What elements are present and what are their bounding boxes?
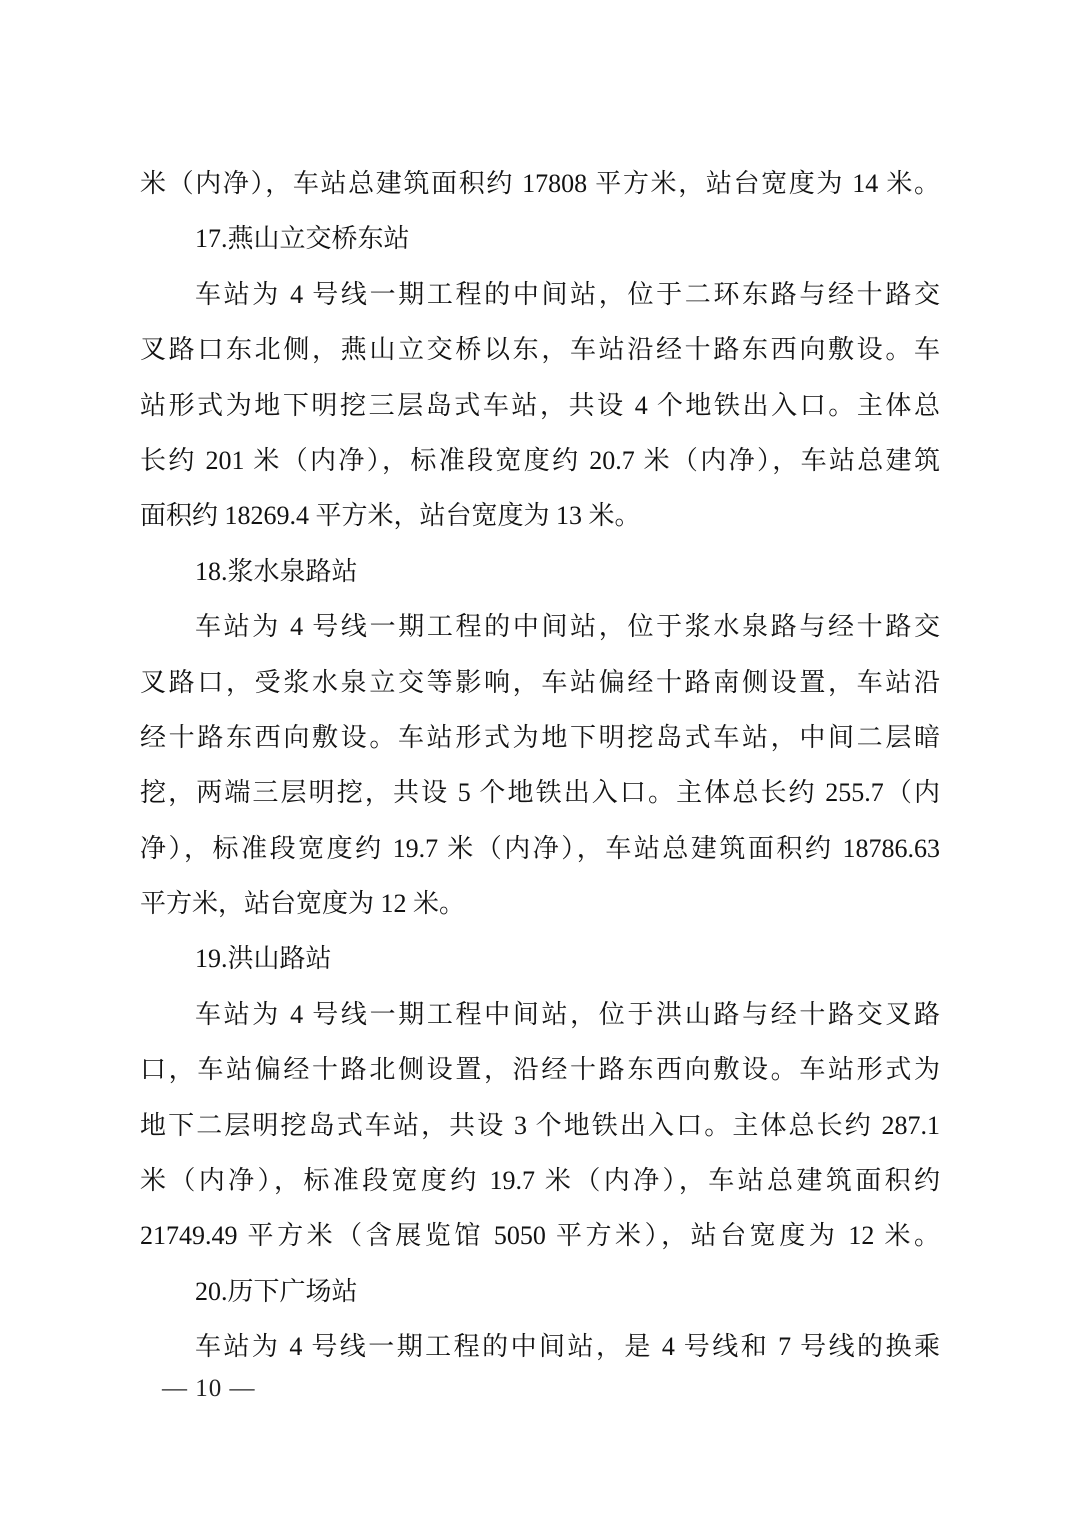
- text-line: 挖，两端三层明挖，共设 5 个地铁出入口。主体总长约 255.7（内: [140, 778, 940, 808]
- text-line: 米（内净），标准段宽度约 19.7 米（内净），车站总建筑面积约: [140, 1166, 940, 1196]
- text-line: 净），标准段宽度约 19.7 米（内净），车站总建筑面积约 18786.63: [140, 833, 940, 863]
- text-line: 站形式为地下明挖三层岛式车站，共设 4 个地铁出入口。主体总: [140, 390, 940, 420]
- section-heading-19: 19.洪山路站: [195, 944, 332, 974]
- document-text-block: [140, 156, 940, 1375]
- text-line: 车站为 4 号线一期工程中间站，位于洪山路与经十路交叉路: [195, 999, 940, 1029]
- text-line: 口，车站偏经十路北侧设置，沿经十路东西向敷设。车站形式为: [140, 1055, 940, 1085]
- section-heading-17: 17.燕山立交桥东站: [195, 224, 410, 254]
- page-number: — 10 —: [162, 1375, 256, 1402]
- text-line: 叉路口，受浆水泉立交等影响，车站偏经十路南侧设置，车站沿: [140, 667, 940, 697]
- text-line-paragraph-end: 米（内净），车站总建筑面积约 17808 平方米，站台宽度为 14 米。: [140, 169, 940, 198]
- text-line: 叉路口东北侧，燕山立交桥以东，车站沿经十路东西向敷设。车: [140, 335, 940, 365]
- text-line-paragraph-end: 平方米，站台宽度为 12 米。: [140, 889, 466, 919]
- text-line: 长约 201 米（内净），标准段宽度约 20.7 米（内净），车站总建筑: [140, 445, 940, 475]
- text-line-paragraph-end: 面积约 18269.4 平方米，站台宽度为 13 米。: [140, 501, 641, 531]
- text-line: 车站为 4 号线一期工程的中间站，位于二环东路与经十路交: [195, 279, 940, 309]
- text-line-paragraph-end: 21749.49 平方米（含展览馆 5050 平方米），站台宽度为 12 米。: [140, 1221, 940, 1251]
- section-heading-20: 20.历下广场站: [195, 1276, 358, 1306]
- text-line: 车站为 4 号线一期工程的中间站，位于浆水泉路与经十路交: [195, 612, 940, 642]
- section-heading-18: 18.浆水泉路站: [195, 556, 358, 586]
- text-line: 经十路东西向敷设。车站形式为地下明挖岛式车站，中间二层暗: [140, 722, 940, 752]
- text-line: 车站为 4 号线一期工程的中间站，是 4 号线和 7 号线的换乘: [195, 1332, 940, 1362]
- text-line: 地下二层明挖岛式车站，共设 3 个地铁出入口。主体总长约 287.1: [140, 1110, 940, 1140]
